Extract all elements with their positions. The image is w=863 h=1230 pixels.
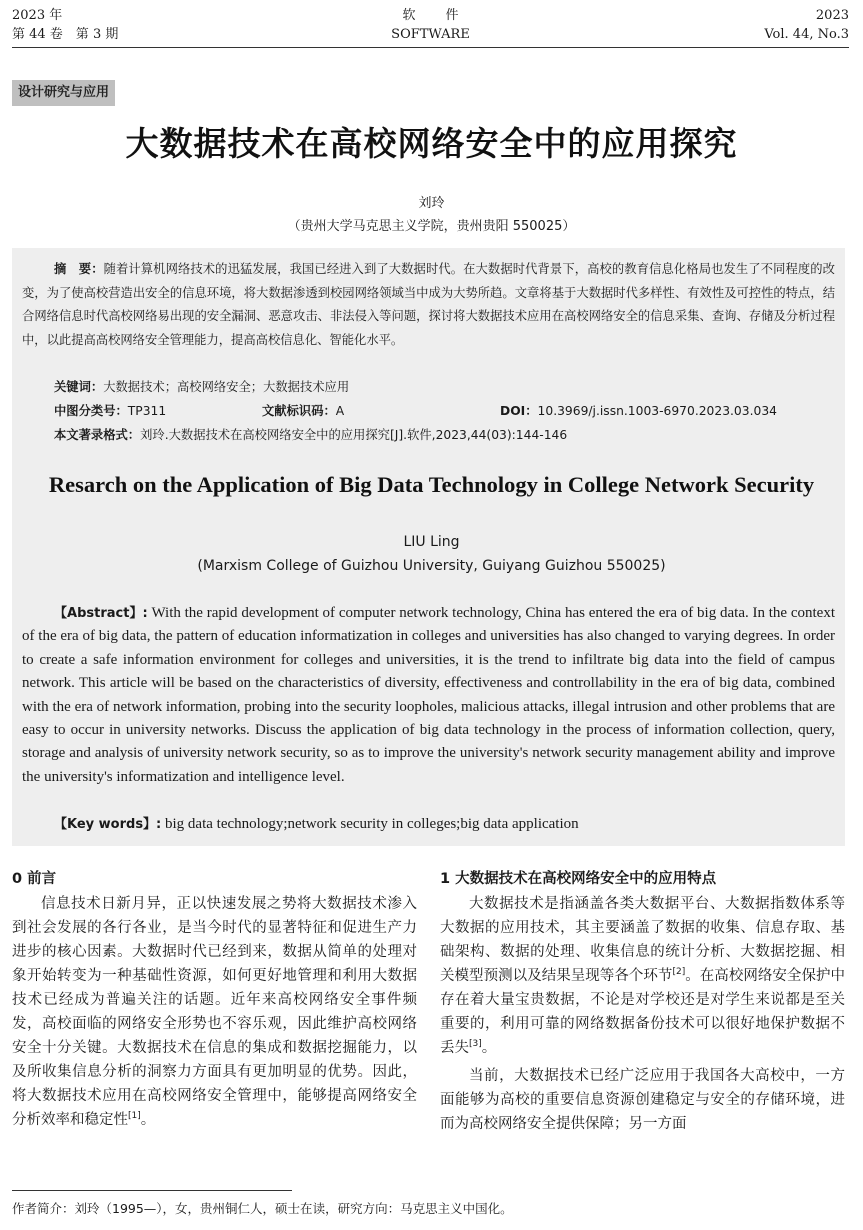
body-column-right [440, 868, 845, 1136]
doi-value: 10.3969/j.issn.1003-6970.2023.03.034 [537, 404, 777, 418]
header-issue: 第 44 卷 第 3 期 [12, 27, 119, 42]
document-code [262, 401, 344, 419]
clc-number [54, 401, 166, 419]
keywords-cn-text: 大数据技术；高校网络安全；大数据技术应用 [103, 380, 350, 394]
keywords-cn [54, 377, 349, 395]
section-tag: 设计研究与应用 [12, 80, 115, 106]
doi [500, 401, 777, 419]
paragraph [12, 892, 417, 1132]
abstract-en-text: With the rapid development of computer network technology, China has entered the era of big data. In the context of the era of big data, the pattern of education informatization in colleges and universities has also changed to varying degrees. In order to create a safe information environment for colleges and universities, it is the trend to infiltrate big data into the field of campus network. This article will be based on the characteristics of diversity, effectiveness and controllability in the era of big data, combined with the era of network information, probing into the security loopholes, malicious attacks, illegal intrusion and other problems that are easy to occur in university networks. Discuss the application of big data technology in the process of information collection, query, storage and analysis of university network security, so as to improve the university's network security management ability and improve the university's informatization and intelligence level. [22, 605, 836, 785]
doi-label: DOI： [500, 404, 538, 418]
header-journal-cn: 软件 [402, 8, 489, 23]
abstract-en [22, 602, 835, 789]
abstract-cn-text: 随着计算机网络技术的迅猛发展，我国已经进入到了大数据时代。在大数据时代背景下，高校的教育信息化格局也发生了不同程度的改变，为了使高校营造出安全的信息环境，将大数据渗透到校园网络领域当中成为大势所趋。文章将基于大数据时代多样性、有效性及可控性的特点，结合网络信息时代高校网络易出现的安全漏洞、恶意攻击、非法侵入等问题，探讨将大数据技术应用在高校网络安全的信息采集、查询、存储及分析过程中，以此提高高校网络安全管理能力，提高高校信息化、智能化水平。 [22, 262, 835, 347]
paragraph-end: 。 [140, 1112, 156, 1128]
section-heading-introduction: 0 前言 [12, 871, 57, 887]
section-heading-characteristics: 1 大数据技术在高校网络安全中的应用特点 [440, 871, 717, 887]
header-right [764, 6, 849, 44]
paragraph-text: 信息技术日新月异，正以快速发展之势将大数据技术渗入到社会发展的各行各业，是当今时代的显著特征和促进生产力进步的核心因素。大数据时代已经到来，数据从简单的处理对象开始转变为一种基础性资源，如何更好地管理和利用大数据技术已经成为普遍关注的话题。近年来高校网络安全事件频发，高校面临的网络安全形势也不容乐观，因此维护高校网络安全十分关键。大数据技术在信息的集成和数据挖掘能力，以及所收集信息分析的洞察力方面具有更加明显的优势。因此，将大数据技术应用在高校网络安全管理中，能够提高网络安全分析效率和稳定性 [12, 896, 417, 1128]
header-center [12, 6, 849, 44]
paper-title-cn: 大数据技术在高校网络安全中的应用探究 [125, 124, 738, 163]
abstract-cn-label: 摘 要： [54, 262, 104, 276]
abstract-en-label: 【Abstract】: [54, 606, 148, 621]
clc-value: TP311 [127, 404, 167, 418]
keywords-en [54, 813, 579, 833]
header-volume: Vol. 44, No.3 [764, 27, 849, 42]
author-footnote: 作者简介：刘玲（1995—），女，贵州铜仁人，硕士在读，研究方向：马克思主义中国化。 [12, 1201, 513, 1216]
keywords-en-text: big data technology;network security in colleges;big data application [165, 816, 579, 832]
keywords-en-label: 【Key words】: [54, 817, 162, 832]
affiliation-en: (Marxism College of Guizhou University, Guiyang Guizhou 550025) [197, 558, 666, 574]
author-cn: 刘玲 [418, 196, 445, 211]
citation-ref[interactable]: [2] [672, 967, 686, 977]
citation-ref[interactable]: [3] [469, 1039, 482, 1049]
doc-code-value: A [335, 404, 345, 418]
doc-code-label: 文献标识码： [262, 404, 336, 418]
footnote-rule [12, 1190, 292, 1191]
citation-format [54, 425, 567, 443]
paragraph-text: 。在高校网络安全保护中存在着大量宝贵数据，不论是对学校还是对学生来说都是至关重要的，利用可靠的网络数据备份技术可以很好地保护数据不丢失 [440, 968, 846, 1056]
clc-label: 中图分类号： [54, 404, 128, 418]
paragraph-end: 。 [481, 1040, 497, 1056]
paragraph-text: 大数据技术是指涵盖各类大数据平台、大数据指数体系等大数据的应用技术，其主要涵盖了数据的收集、信息存取、基础架构、数据的处理、收集信息的统计分析、大数据挖掘、相关模型预测以及结果呈现等各个环节 [440, 896, 845, 984]
running-header [12, 6, 849, 46]
paragraph: 当前，大数据技术已经广泛应用于我国各大高校中，一方面能够为高校的重要信息资源创建稳定与安全的存储环境，进而为高校网络安全提供保障；另一方面 [440, 1068, 845, 1132]
body-column-left [12, 868, 417, 1132]
header-year-right: 2023 [815, 8, 849, 23]
citation-text: 刘玲.大数据技术在高校网络安全中的应用探究[J].软件,2023,44(03):144-146 [140, 428, 568, 442]
header-journal-en: SOFTWARE [391, 27, 470, 42]
citation-label: 本文著录格式： [54, 428, 141, 442]
citation-ref[interactable]: [1] [128, 1111, 141, 1121]
abstract-cn [22, 258, 835, 352]
header-year: 2023 年 [12, 8, 63, 23]
paper-title-en: Resarch on the Application of Big Data Technology in College Network Security [48, 472, 815, 497]
header-rule [12, 47, 849, 48]
author-en: LIU Ling [403, 534, 460, 550]
affiliation-cn: （贵州大学马克思主义学院，贵州贵阳 550025） [287, 219, 576, 234]
paragraph [440, 892, 845, 1060]
keywords-cn-label: 关键词： [54, 380, 104, 394]
